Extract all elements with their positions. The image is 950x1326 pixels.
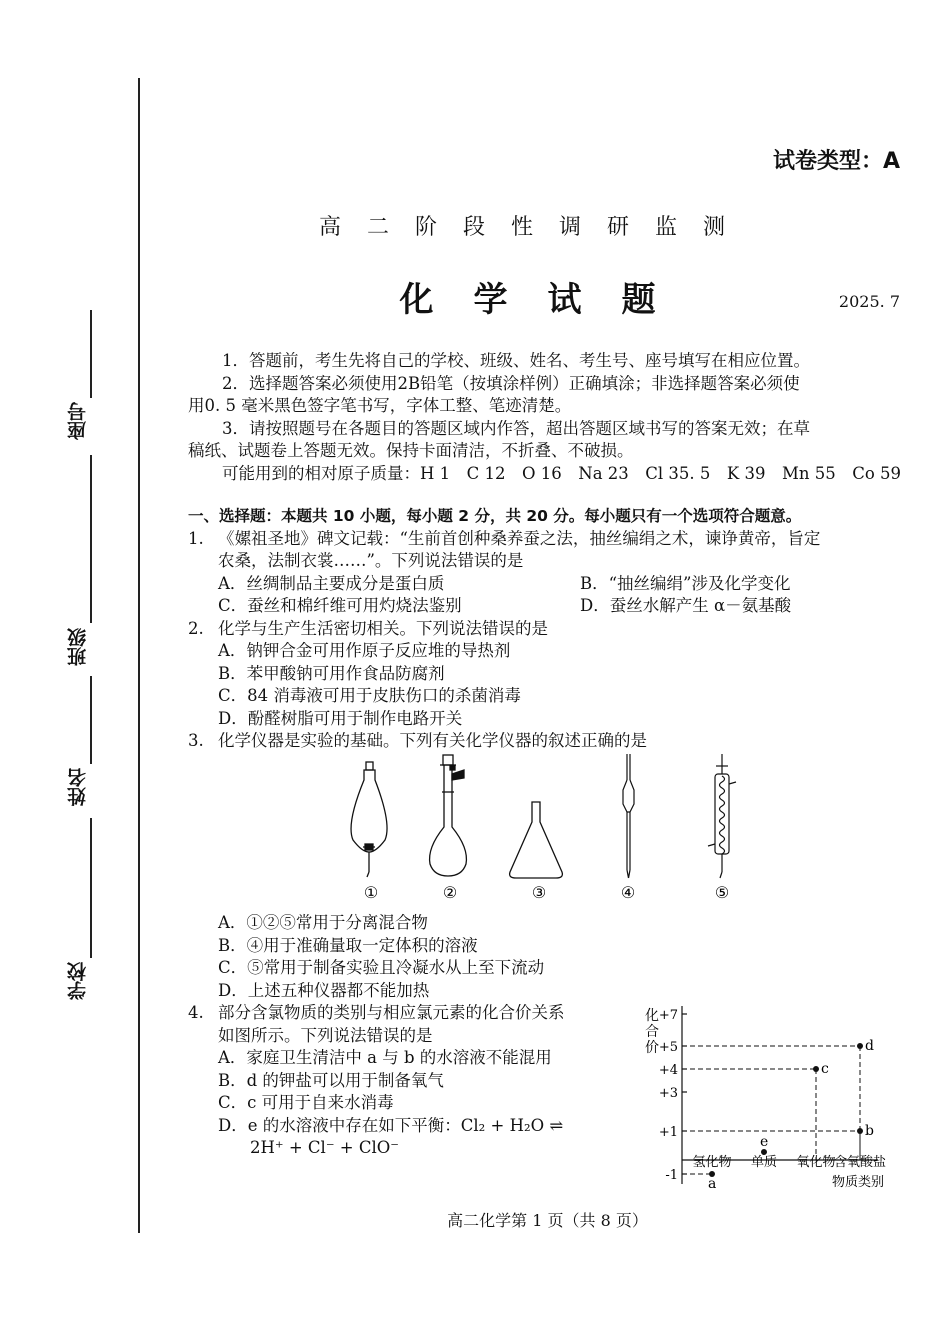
ytick-label-1: +5 — [658, 1040, 678, 1055]
point-b — [857, 1128, 863, 1134]
side-blank-seat — [90, 310, 92, 398]
paper-type: 试卷类型：A — [772, 149, 900, 174]
side-blank-class — [90, 455, 92, 623]
q4-option-d-cont: 2H⁺ + Cl⁻ + ClO⁻ — [250, 1138, 399, 1157]
category-label-3: 含氧酸盐 — [833, 1155, 887, 1170]
instruction-1: 1．答题前，考生先将自己的学校、班级、姓名、考生号、座号填写在相应位置。 — [222, 351, 810, 370]
ytick-label-4: +1 — [658, 1125, 678, 1140]
instruction-3: 3．请按照题号在各题目的答题区域内作答，超出答题区域书写的答案无效；在草 — [222, 418, 810, 438]
q3-option-c: C．⑤常用于制备实验且冷凝水从上至下流动 — [218, 958, 545, 977]
q4-option-a: A．家庭卫生清洁中 a 与 b 的水溶液不能混用 — [218, 1048, 552, 1067]
apparatus-label-2: ② — [442, 883, 458, 902]
page-footer: 高二化学第 1 页（共 8 页） — [447, 1211, 648, 1230]
ytick-label-5: -1 — [665, 1168, 678, 1183]
point-d — [857, 1043, 863, 1049]
instruction-2: 2．选择题答案必须使用2B铅笔（按填涂样例）正确填涂；非选择题答案必须使 — [222, 373, 800, 393]
category-label-2: 氧化物 — [796, 1155, 836, 1170]
q3-stem — [188, 730, 906, 753]
point-label-d: d — [865, 1038, 874, 1054]
point-c — [813, 1066, 819, 1072]
side-label-class: 班级 — [67, 628, 89, 666]
volumetric-flask-icon — [430, 755, 467, 876]
exam-title: 化学试题 — [399, 280, 696, 320]
q4-stem-line1: 部分含氯物质的类别与相应氯元素的化合价关系 — [218, 1003, 565, 1022]
instructions — [188, 350, 906, 485]
xlabel: 物质类别 — [831, 1175, 885, 1190]
q1-stem — [188, 528, 906, 551]
exam-supertitle: 高二阶段性调研监测 — [318, 215, 751, 240]
questions-block — [188, 505, 906, 753]
q2-option-d: D．酚醛树脂可用于制作电路开关 — [218, 708, 463, 728]
side-blank-name — [90, 676, 92, 764]
apparatus-figure — [330, 752, 750, 902]
q2-stem-text: 化学与生产生活密切相关。下列说法错误的是 — [218, 618, 548, 638]
q4-option-c: C．c 可用于自来水消毒 — [218, 1093, 394, 1112]
category-label-0: 氢化物 — [692, 1155, 732, 1170]
separatory-funnel-icon — [351, 762, 387, 877]
chlorine-valence-diagram — [628, 1000, 918, 1195]
ylabel-char-2: 合 — [645, 1024, 659, 1040]
q4-number: 4. — [188, 1003, 204, 1022]
q4-stem-line2: 如图所示。下列说法错误的是 — [218, 1025, 433, 1045]
q3-stem-text: 化学仪器是实验的基础。下列有关化学仪器的叙述正确的是 — [218, 731, 647, 750]
ytick-label-3: +3 — [658, 1086, 678, 1101]
q2-option-b: B．苯甲酸钠可用作食品防腐剂 — [218, 663, 445, 683]
q1-options-ab — [188, 573, 906, 596]
q2-stem — [188, 618, 906, 641]
q2-number: 2. — [188, 618, 204, 638]
ylabel-char-1: 化 — [645, 1008, 659, 1024]
q1-options-cd — [188, 595, 906, 618]
apparatus-label-1: ① — [363, 883, 379, 902]
side-label-seat: 座号 — [67, 402, 89, 440]
apparatus-label-4: ④ — [620, 883, 636, 902]
q3-option-b: B．④用于准确量取一定体积的溶液 — [218, 935, 478, 955]
q1-option-a: A．丝绸制品主要成分是蛋白质 — [218, 573, 445, 593]
section-heading: 一、选择题：本题共 10 小题，每小题 2 分，共 20 分。每小题只有一个选项符合题意。 — [188, 507, 802, 525]
q4-option-d: D．e 的水溶液中存在如下平衡：Cl₂ + H₂O ⇌ — [218, 1115, 564, 1135]
q2-option-c: C．84 消毒液可用于皮肤伤口的杀菌消毒 — [218, 686, 521, 705]
q3-option-d: D．上述五种仪器都不能加热 — [218, 980, 430, 1000]
q1-stem-line2: 农桑，法制衣裳……”。下列说法错误的是 — [218, 551, 524, 570]
point-label-e: e — [760, 1134, 769, 1150]
q4-option-b: B．d 的钾盐可以用于制备氧气 — [218, 1070, 444, 1090]
category-label-1: 单质 — [750, 1155, 778, 1170]
side-label-name: 姓名 — [67, 768, 89, 806]
q1-option-c: C．蚕丝和棉纤维可用灼烧法鉴别 — [218, 596, 462, 615]
point-label-a: a — [708, 1176, 717, 1192]
point-label-b: b — [865, 1123, 874, 1139]
q1-option-b: B．“抽丝编绢”涉及化学变化 — [580, 573, 791, 593]
q2-option-a: A．钠钾合金可用作原子反应堆的导热剂 — [218, 641, 511, 660]
apparatus-label-3: ③ — [531, 883, 547, 902]
q1-stem-line1: 《嫘祖圣地》碑文记载：“生前首创种桑养蚕之法，抽丝编绢之术，谏诤黄帝，旨定 — [218, 528, 821, 548]
condenser-icon — [708, 754, 736, 878]
apparatus-label-5: ⑤ — [714, 883, 730, 902]
q3-option-a: A．①②⑤常用于分离混合物 — [218, 913, 428, 932]
exam-date: 2025. 7 — [838, 292, 900, 311]
side-blank-school — [90, 818, 92, 958]
ytick-label-0: +7 — [658, 1008, 678, 1023]
instruction-2-cont: 用0. 5 毫米黑色签字笔书写，字体工整、笔迹清楚。 — [188, 396, 572, 415]
conical-flask-icon — [510, 802, 563, 878]
ytick-label-2: +4 — [658, 1063, 678, 1078]
binding-line — [138, 78, 140, 1233]
pipette-icon — [623, 754, 634, 878]
q3-number: 3. — [188, 731, 204, 750]
side-label-school: 学校 — [67, 962, 89, 1000]
instruction-3-cont: 稿纸、试题卷上答题无效。保持卡面清洁，不折叠、不破损。 — [188, 441, 634, 460]
q1-number: 1. — [188, 528, 204, 548]
atomic-masses: 可能用到的相对原子质量：H 1 C 12 O 16 Na 23 Cl 35. 5 K 39 Mn 55 Co 59 — [222, 463, 902, 483]
ylabel-char-3: 价 — [645, 1040, 659, 1056]
point-label-c: c — [821, 1061, 829, 1077]
q1-option-d: D．蚕丝水解产生 α－氨基酸 — [580, 596, 792, 615]
